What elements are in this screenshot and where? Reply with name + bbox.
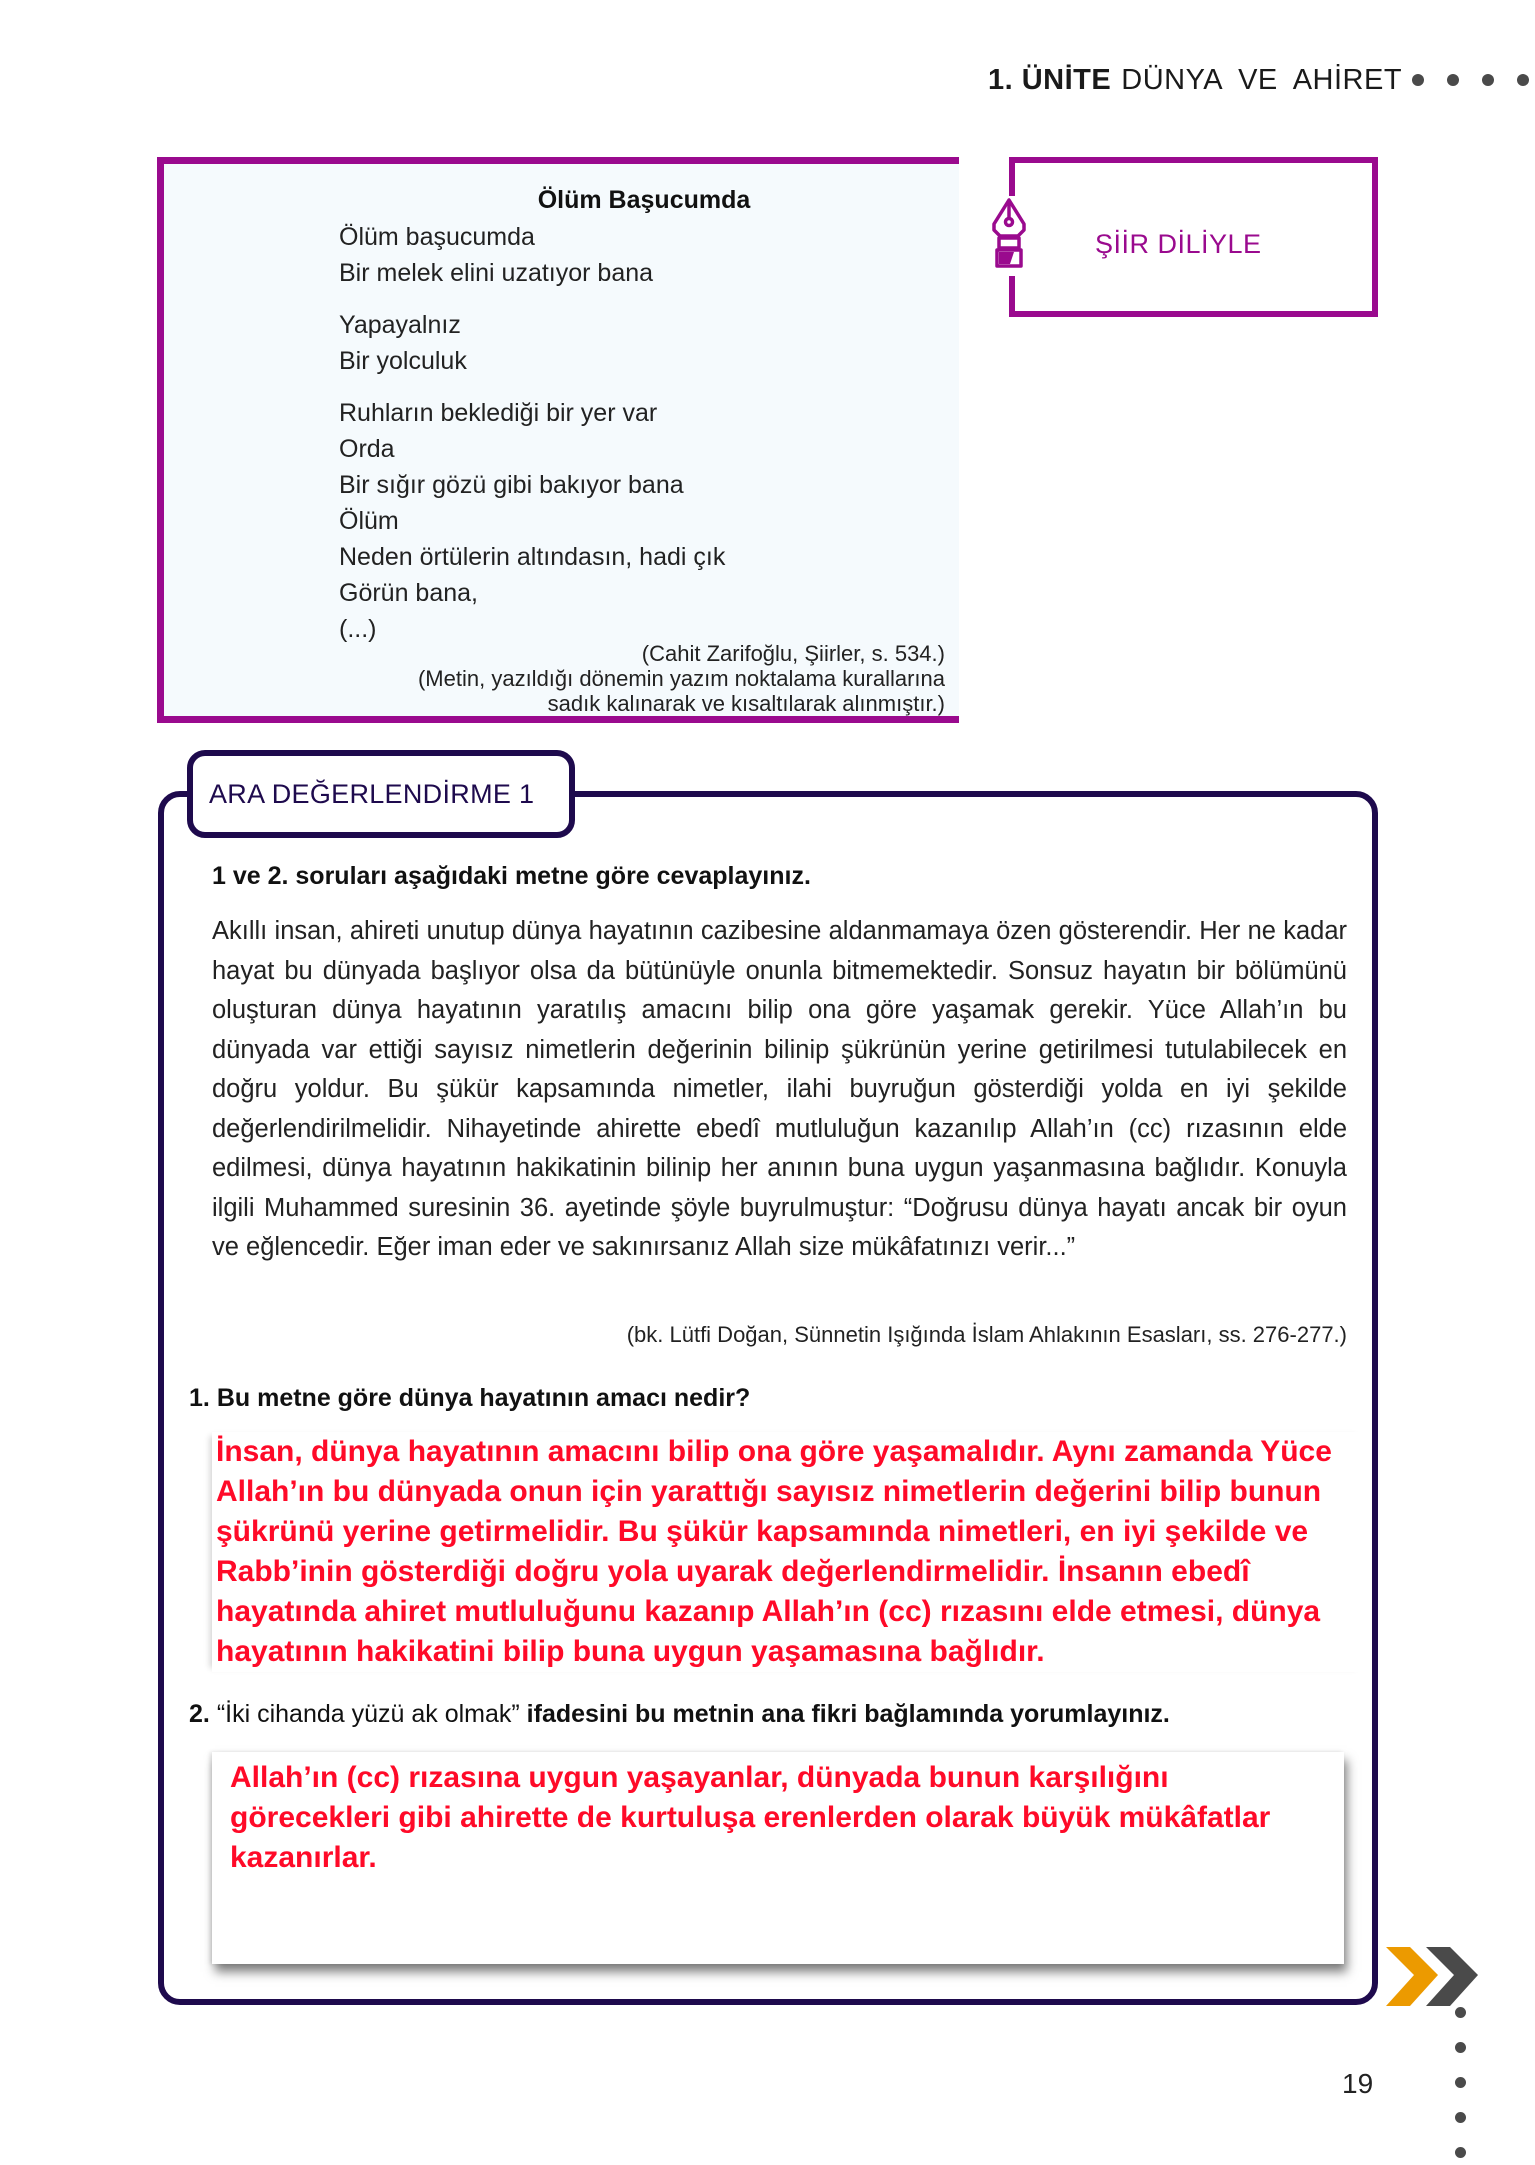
dot-icon <box>1517 74 1529 86</box>
poem-line: Bir sığır gözü gibi bakıyor bana <box>339 471 684 499</box>
poem-box <box>157 157 959 723</box>
poem-line: (...) <box>339 615 377 643</box>
answer-1[interactable]: İnsan, dünya hayatının amacını bilip ona göre yaşamalıdır. Aynı zamanda Yüce Allah’ın bu dünyada onun için yarattığı sayısız nimetlerin değerini bilip bunun şükrünü yerine getirmelidir. Bu şükür kapsamında nimetleri, en iyi şekilde ve Rabb’inin gösterdiği doğru yola uyarak değerlendirmelidir. İnsanın ebedî hayatında ahiret mutluluğunu kazanıp Allah’ın (cc) rızasını elde etmesi, dünya hayatının hakikatini bilip buna uygun yaşamasına bağlıdır. <box>212 1432 1366 1672</box>
answer-2-box[interactable] <box>212 1752 1344 1964</box>
poem-line: Orda <box>339 435 395 463</box>
header-dots-decoration <box>1412 74 1529 86</box>
question-1 <box>189 1384 750 1413</box>
unit-header <box>988 60 1402 100</box>
question-text: Bu metne göre dünya hayatının amacı nedir? <box>216 1384 751 1412</box>
poem-line: Ruhların beklediği bir yer var <box>339 399 658 427</box>
poem-title: Ölüm Başucumda <box>537 186 751 214</box>
question-number: 1. <box>189 1384 210 1412</box>
poem-lines <box>339 219 725 647</box>
dot-icon <box>1455 2007 1466 2018</box>
dot-icon <box>1482 74 1494 86</box>
poem-source-line: (Cahit Zarifoğlu, Şiirler, s. 534.) <box>641 641 945 666</box>
dot-icon <box>1455 2077 1466 2088</box>
ara-degerlendirme-tab <box>187 750 575 838</box>
dot-icon <box>1447 74 1459 86</box>
passage-source: (bk. Lütfi Doğan, Sünnetin Işığında İslam Ahlakının Esasları, ss. 276-277.) <box>626 1322 1347 1347</box>
question-2 <box>189 1700 1170 1729</box>
fountain-pen-icon <box>988 196 1030 276</box>
question-quote: “İki cihanda yüzü ak olmak” <box>216 1700 520 1728</box>
siir-diliyle-box <box>1009 157 1378 317</box>
poem-source-line: sadık kalınarak ve kısaltılarak alınmıştır.) <box>547 691 945 716</box>
poem-line: Bir melek elini uzatıyor bana <box>339 259 654 287</box>
instruction-text: 1 ve 2. soruları aşağıdaki metne göre cevaplayınız. <box>212 862 811 890</box>
side-dots-decoration <box>1455 2007 1466 2158</box>
poem-line: Bir yolculuk <box>339 347 467 375</box>
poem-line: Ölüm <box>339 507 399 535</box>
poem-line: Ölüm başucumda <box>339 223 535 251</box>
question-text: ifadesini bu metnin ana fikri bağlamında yorumlayınız. <box>526 1700 1170 1728</box>
unit-label: 1. ÜNİTE <box>988 63 1112 96</box>
next-chevron-icon <box>1386 1947 1486 2007</box>
poem-source <box>418 641 945 716</box>
siir-diliyle-label: ŞİİR DİLİYLE <box>1095 229 1262 259</box>
poem-source-line: (Metin, yazıldığı dönemin yazım noktalama kurallarına <box>417 666 945 691</box>
dot-icon <box>1455 2112 1466 2123</box>
reading-passage: Akıllı insan, ahireti unutup dünya hayatının cazibesine aldanmamaya özen gösterendir. Her ne kadar hayat bu dünyada başlıyor olsa da bütünüyle onunla bitmemektedir. Sonsuz hayatın bir bölümünü oluşturan dünya hayatının yaratılış amacını bilip ona göre yaşamak gerekir. Yüce Allah’ın bu dünyada var ettiği sayısız nimetlerin değerinin bilinip şükrünün yerine getirilmesi tutulabilecek en doğru yoldur. Bu şükür kapsamında nimetler, ilahi buyruğun gösterdiği yolda en iyi şekilde değerlendirilmelidir. Nihayetinde ahirette ebedî mutluluğun kazanılıp Allah’ın (cc) rızasının elde edilmesi, dünya hayatının hakikatinin bilinip her anının buna uygun yaşanmasına bağlıdır. Konuyla ilgili Muhammed suresinin 36. ayetinde şöyle buyrulmuştur: “Doğrusu dünya hayatı ancak bir oyun ve eğlencedir. Eğer iman eder ve sakınırsanız Allah size mükâfatınızı verir...” <box>212 917 1347 1261</box>
unit-title: DÜNYA VE AHİRET <box>1121 63 1403 96</box>
dot-icon <box>1455 2147 1466 2158</box>
dot-icon <box>1412 74 1424 86</box>
answer-2[interactable]: Allah’ın (cc) rızasına uygun yaşayanlar, dünyada bunun karşılığını görecekleri gibi ahirette de kurtuluşa erenlerden olarak büyük mükâfatlar kazanırlar. <box>230 1761 1271 1874</box>
poem-line: Görün bana, <box>339 579 478 607</box>
ara-degerlendirme-title: ARA DEĞERLENDİRME 1 <box>209 778 535 809</box>
dot-icon <box>1455 2042 1466 2053</box>
poem-line: Yapayalnız <box>339 311 461 339</box>
question-number: 2. <box>189 1700 210 1728</box>
poem-line: Neden örtülerin altındasın, hadi çık <box>339 543 726 571</box>
page-number: 19 <box>1342 2068 1374 2099</box>
